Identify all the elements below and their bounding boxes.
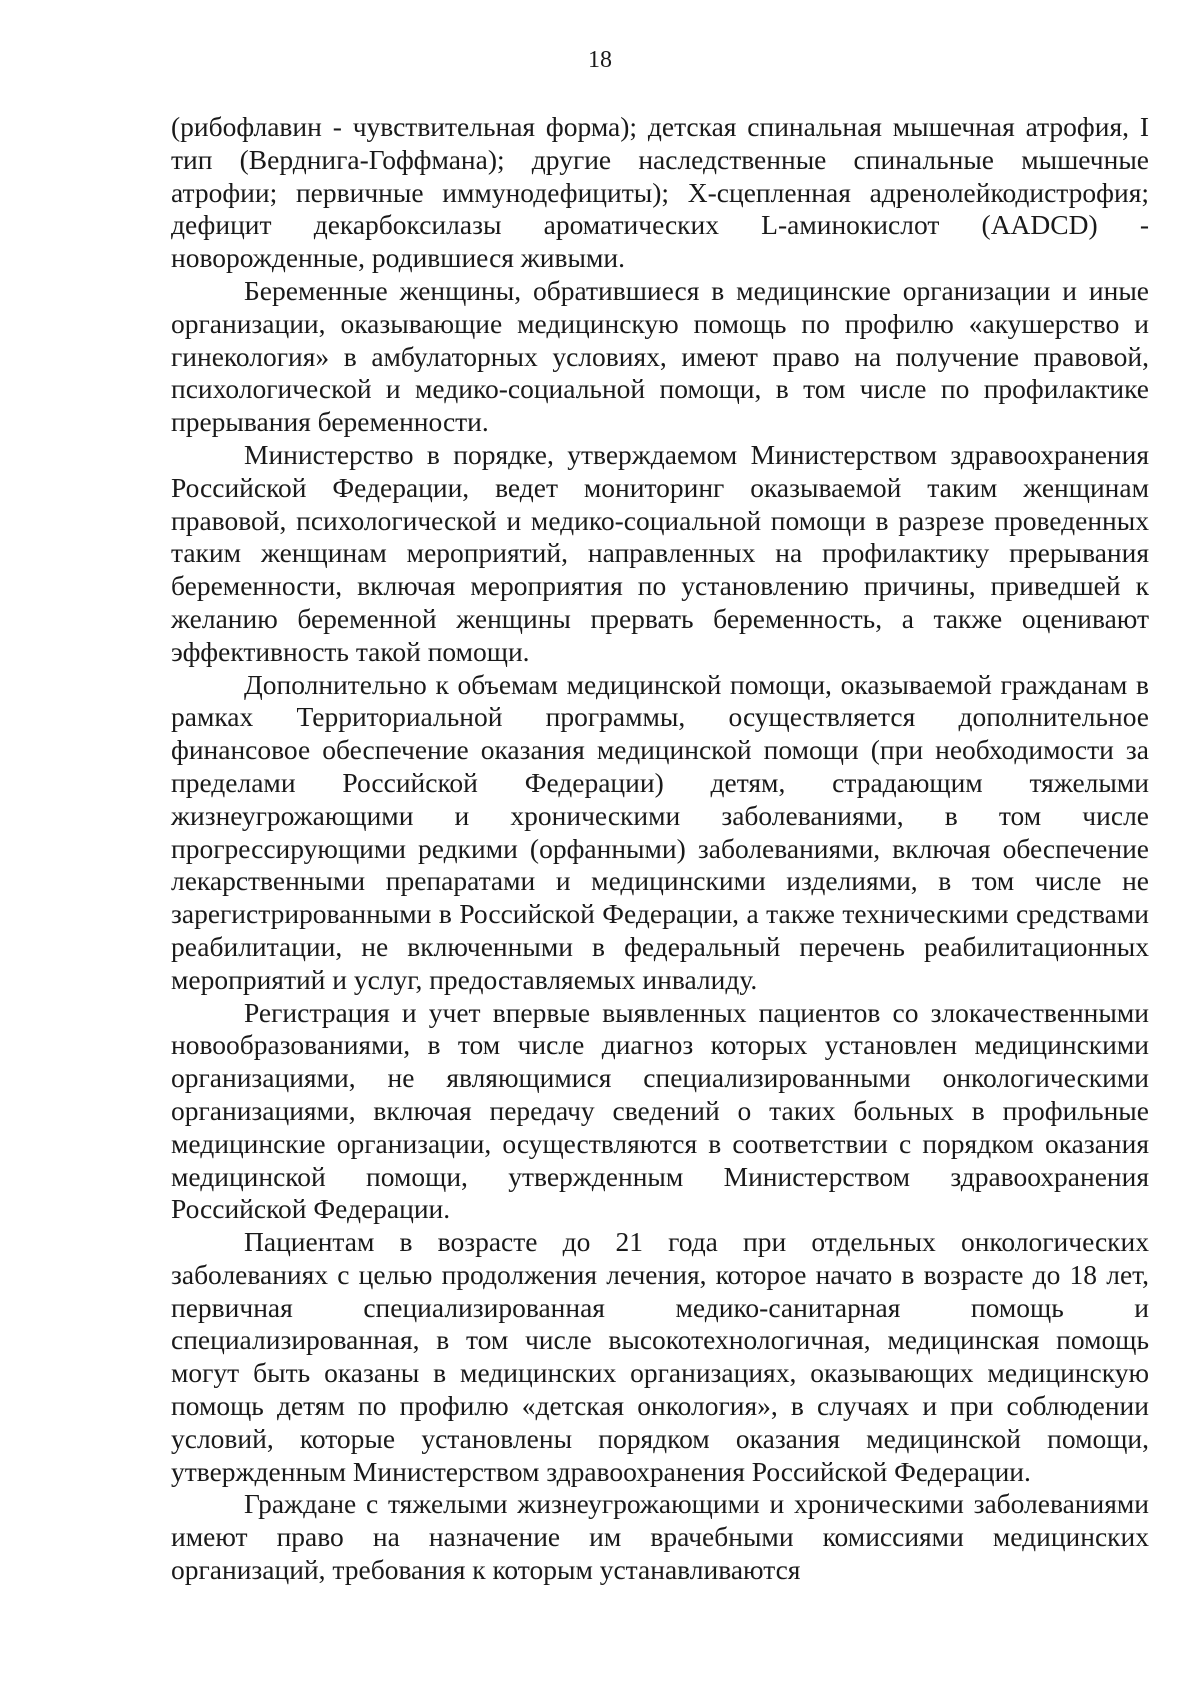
document-body [171, 111, 1149, 1587]
paragraph-patients-under-21: Пациентам в возрасте до 21 года при отдельных онкологических заболеваниях с целью продолжения лечения, которое начато в возрасте до 18 лет, первичная специализированная медико-санитарная помощь и специализированная, в том числе высокотехнологичная, медицинская помощь могут быть оказаны в медицинских организациях, оказывающих медицинскую помощь детям по профилю «детская онкология», в случаях и при соблюдении условий, которые установлены порядком оказания медицинской помощи, утвержденным Министерством здравоохранения Российской Федерации. [171, 1226, 1149, 1487]
paragraph-cancer-registration: Регистрация и учет впервые выявленных пациентов со злокачественными новообразованиями, в том числе диагноз которых установлен медицинскими организациями, не являющимися специализированными онкологическими организациями, включая передачу сведений о таких больных в профильные медицинские организации, осуществляются в соответствии с порядком оказания медицинской помощи, утвержденным Министерством здравоохранения Российской Федерации. [171, 996, 1149, 1225]
paragraph-additional-funding: Дополнительно к объемам медицинской помощи, оказываемой гражданам в рамках Территориальной программы, осуществляется дополнительное финансовое обеспечение оказания медицинской помощи (при необходимости за пределами Российской Федерации) детям, страдающим тяжелыми жизнеугрожающими и хроническими заболеваниями, в том числе прогрессирующими редкими (орфанными) заболеваниями, включая обеспечение лекарственными препаратами и медицинскими изделиями, в том числе не зарегистрированными в Российской Федерации, а также техническими средствами реабилитации, не включенными в федеральный перечень реабилитационных мероприятий и услуг, предоставляемых инвалиду. [171, 668, 1149, 995]
paragraph-pregnant-women-help: Беременные женщины, обратившиеся в медицинские организации и иные организации, оказывающие медицинскую помощь по профилю «акушерство и гинекология» в амбулаторных условиях, имеют право на получение правовой, психологической и медико-социальной помощи, в том числе по профилактике прерывания беременности. [171, 274, 1149, 438]
page-number: 18 [588, 47, 612, 73]
paragraph-ministry-monitoring: Министерство в порядке, утверждаемом Министерством здравоохранения Российской Федерации, ведет мониторинг оказываемой таким женщинам правовой, психологической и медико-социальной помощи в разрезе проведенных таким женщинам мероприятий, направленных на профилактику прерывания беременности, включая мероприятия по установлению причины, приведшей к желанию беременной женщины прервать беременность, а также оценивают эффективность такой помощи. [171, 438, 1149, 667]
paragraph-continuation: (рибофлавин - чувствительная форма); детская спинальная мышечная атрофия, I тип (Верднига-Гоффмана); другие наследственные спинальные мышечные атрофии; первичные иммунодефициты); X-сцепленная адренолейкодистрофия; дефицит декарбоксилазы ароматических L-аминокислот (AADCD) - новорожденные, родившиеся живыми. [171, 111, 1149, 274]
paragraph-citizens-rights: Граждане с тяжелыми жизнеугрожающими и хроническими заболеваниями имеют право на назначение им врачебными комиссиями медицинских организаций, требования к которым устанавливаются [171, 1488, 1149, 1586]
